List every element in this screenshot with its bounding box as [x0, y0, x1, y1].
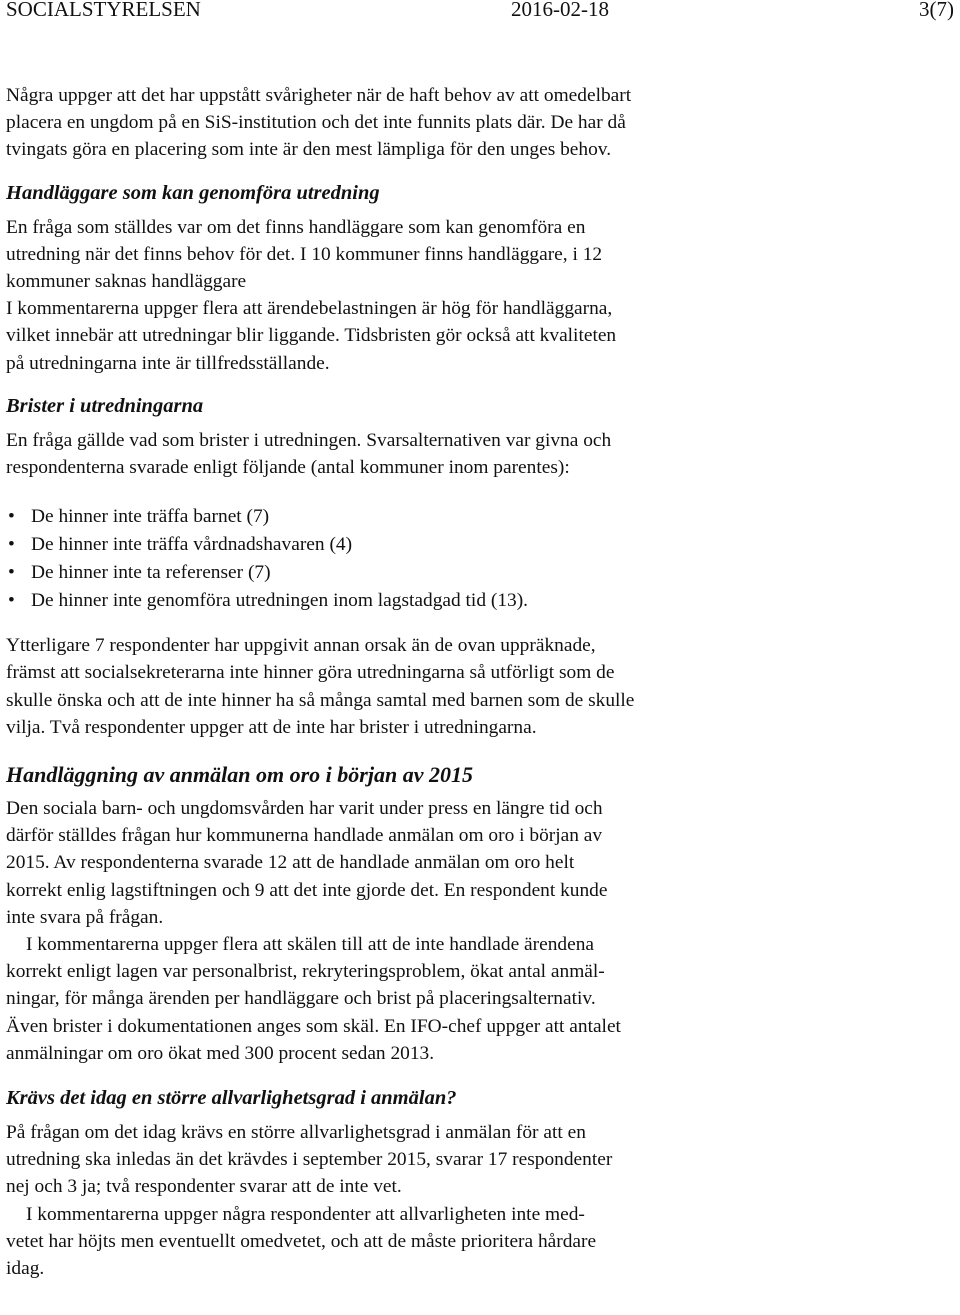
section3-paragraph-2: [6, 931, 954, 1067]
section-heading-allvarlighetsgrad: Krävs det idag en större allvarlighetsgrad i anmälan?: [6, 1087, 457, 1110]
text-line: På frågan om det idag krävs en större allvarlighetsgrad i anmälan för att en: [6, 1122, 586, 1144]
section4-paragraph-2: [6, 1201, 954, 1283]
section-heading-brister: Brister i utredningarna: [6, 394, 204, 417]
text-line: placera en ungdom på en SiS-institution och det inte funnits plats där. De har då: [6, 112, 626, 134]
text-line: I kommentarerna uppger flera att skälen till att de inte handlade ärendena: [26, 934, 594, 956]
text-line: tvingats göra en placering som inte är den mest lämpliga för den unges behov.: [6, 139, 612, 161]
page-number: 3(7): [919, 0, 954, 21]
text-line: korrekt enligt lagen var personalbrist, rekryteringsproblem, ökat antal anmäl-: [6, 961, 605, 983]
text-line: utredning när det finns behov för det. I 10 kommuner finns handläggare, i 12: [6, 243, 603, 265]
document-date: 2016-02-18: [511, 0, 609, 21]
bullet-icon: •: [8, 562, 15, 584]
text-line: skulle önska och att de inte hinner ha så många samtal med barnen som de skulle: [6, 689, 635, 711]
text-line: därför ställdes frågan hur kommunerna handlade anmälan om oro i början av: [6, 825, 603, 847]
list-item: [6, 559, 954, 587]
list-item: [6, 503, 954, 531]
list-item-text: De hinner inte träffa barnet (7): [31, 506, 270, 528]
text-line: 2015. Av respondenterna svarade 12 att de handlade anmälan om oro helt: [6, 852, 575, 874]
text-line: Några uppger att det har uppstått svårigheter när de haft behov av att omedelbart: [6, 85, 632, 106]
list-item: [6, 531, 954, 559]
section1-paragraph: [6, 214, 954, 377]
text-line: vetet har höjts men eventuellt omedvetet, och att de måste prioritera hårdare: [6, 1230, 597, 1252]
section-heading-anmalan: Handläggning av anmälan om oro i början av 2015: [6, 762, 473, 788]
document-page: [6, 0, 954, 1282]
text-line: vilja. Två respondenter uppger att de inte har brister i utredningarna.: [6, 716, 537, 738]
text-line: kommuner saknas handläggare: [6, 271, 247, 293]
text-line: Den sociala barn- och ungdomsvården har varit under press en längre tid och: [6, 798, 603, 820]
text-line: främst att socialsekreterarna inte hinner göra utredningarna så utförligt som de: [6, 662, 615, 684]
text-line: vilket innebär att utredningar blir liggande. Tidsbristen gör också att kvaliteten: [6, 325, 617, 347]
section4-paragraph: [6, 1119, 954, 1201]
text-line: nej och 3 ja; två respondenter svarar att de inte vet.: [6, 1176, 402, 1198]
text-line: Ytterligare 7 respondenter har uppgivit annan orsak än de ovan uppräknade,: [6, 635, 596, 657]
section2-paragraph: [6, 427, 954, 481]
text-line: inte svara på frågan.: [6, 906, 164, 928]
text-line: En fråga gällde vad som brister i utredningen. Svarsalternativen var givna och: [6, 429, 612, 451]
text-line: respondenterna svarade enligt följande (antal kommuner inom parentes):: [6, 457, 570, 479]
list-item-text: De hinner inte träffa vårdnadshavaren (4): [31, 534, 353, 556]
text-line: utredning ska inledas än det krävdes i september 2015, svarar 17 respondenter: [6, 1149, 613, 1171]
section-heading-handlaggare: Handläggare som kan genomföra utredning: [6, 181, 380, 204]
list-item-text: De hinner inte ta referenser (7): [31, 562, 271, 584]
text-line: på utredningarna inte är tillfredsställande.: [6, 352, 330, 374]
bullet-icon: •: [8, 590, 15, 612]
bullet-icon: •: [8, 534, 15, 556]
text-line: anmälningar om oro ökat med 300 procent sedan 2013.: [6, 1042, 435, 1064]
list-item: [6, 587, 954, 615]
bullet-icon: •: [8, 506, 15, 528]
section2-after-paragraph: [6, 632, 954, 741]
text-line: En fråga som ställdes var om det finns handläggare som kan genomföra en: [6, 216, 586, 238]
text-line: korrekt enlig lagstiftningen och 9 att det inte gjorde det. En respondent kunde: [6, 879, 608, 901]
intro-paragraph: [6, 82, 954, 164]
bullet-list: [6, 503, 954, 615]
text-line: idag.: [6, 1258, 45, 1280]
list-item-text: De hinner inte genomföra utredningen inom lagstadgad tid (13).: [31, 590, 529, 612]
agency-name: SOCIALSTYRELSEN: [6, 0, 201, 21]
page-header: [6, 0, 954, 24]
text-line: ningar, för många ärenden per handläggare och brist på placeringsalternativ.: [6, 988, 596, 1010]
text-line: I kommentarerna uppger flera att ärendebelastningen är hög för handläggarna,: [6, 298, 613, 320]
text-line: Även brister i dokumentationen anges som skäl. En IFO-chef uppger att antalet: [6, 1015, 621, 1037]
section3-paragraph: [6, 795, 954, 931]
text-line: I kommentarerna uppger några respondenter att allvarligheten inte med-: [26, 1203, 585, 1225]
